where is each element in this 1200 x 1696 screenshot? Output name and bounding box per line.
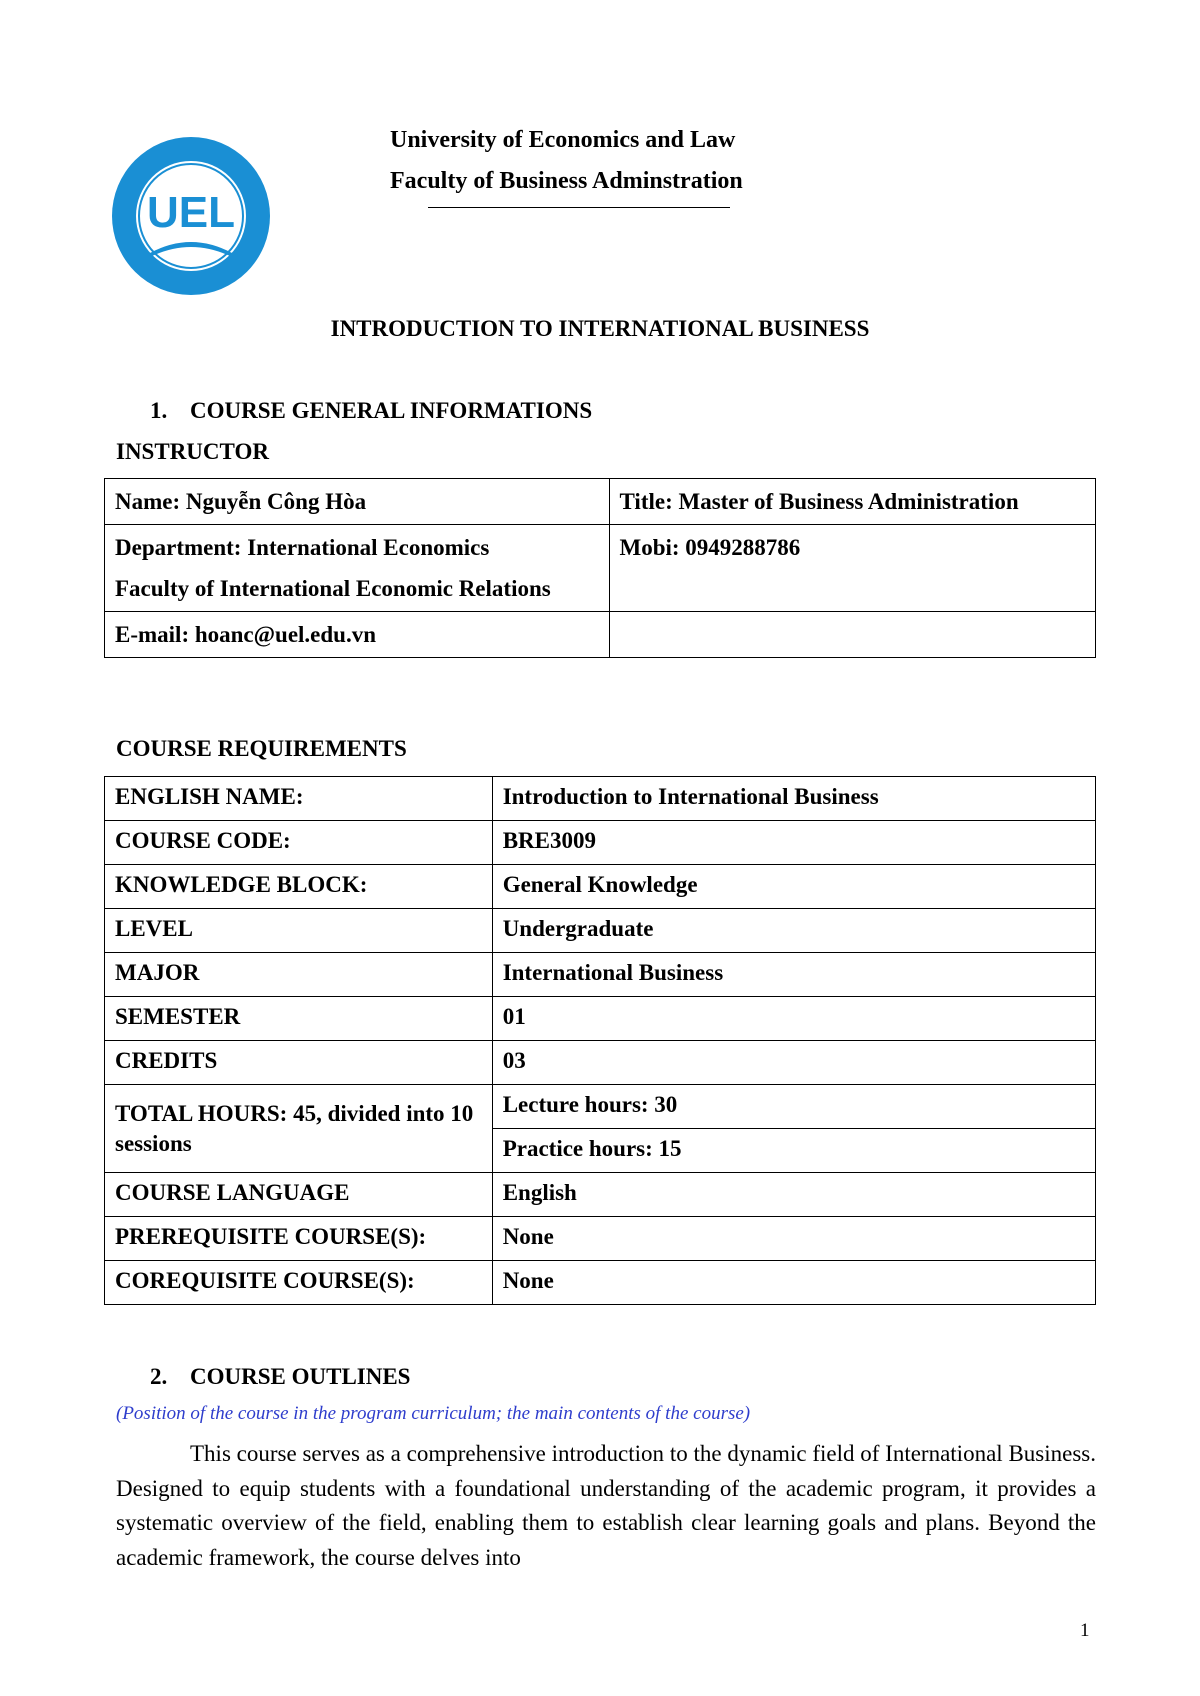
req-value: Introduction to International Business: [492, 777, 1095, 821]
section-number: 2.: [150, 1364, 168, 1389]
instructor-mobile: Mobi: 0949288786: [609, 525, 1096, 612]
instructor-department: Department: International Economics: [115, 535, 490, 560]
instructor-department-cell: [105, 525, 610, 612]
table-row: [105, 909, 1096, 953]
section-heading-general: [150, 398, 592, 424]
req-label: COURSE CODE:: [105, 821, 493, 865]
table-row: [105, 1041, 1096, 1085]
req-label: TOTAL HOURS: 45, divided into 10 sessions: [105, 1085, 493, 1173]
requirements-table: [104, 776, 1096, 1305]
req-label: ENGLISH NAME:: [105, 777, 493, 821]
req-label: COURSE LANGUAGE: [105, 1173, 493, 1217]
faculty-name: Faculty of Business Adminstration: [390, 168, 743, 194]
uel-logo: [110, 135, 272, 297]
req-value: BRE3009: [492, 821, 1095, 865]
req-label: MAJOR: [105, 953, 493, 997]
req-value: General Knowledge: [492, 865, 1095, 909]
table-row: [105, 777, 1096, 821]
table-row: [105, 953, 1096, 997]
req-label: COREQUISITE COURSE(S):: [105, 1261, 493, 1305]
req-value: None: [492, 1217, 1095, 1261]
req-label: CREDITS: [105, 1041, 493, 1085]
section-title: COURSE GENERAL INFORMATIONS: [190, 398, 593, 423]
req-value: 03: [492, 1041, 1095, 1085]
section-title: COURSE OUTLINES: [190, 1364, 411, 1389]
requirements-label: COURSE REQUIREMENTS: [116, 736, 407, 761]
header-divider: [428, 207, 730, 208]
req-value: Undergraduate: [492, 909, 1095, 953]
instructor-email: E-mail: hoanc@uel.edu.vn: [105, 612, 610, 658]
table-row: [105, 865, 1096, 909]
instructor-table: [104, 478, 1096, 658]
university-name: University of Economics and Law: [390, 127, 736, 153]
table-row: [105, 1217, 1096, 1261]
course-title: INTRODUCTION TO INTERNATIONAL BUSINESS: [330, 316, 870, 341]
req-label: PREREQUISITE COURSE(S):: [105, 1217, 493, 1261]
req-value: 01: [492, 997, 1095, 1041]
instructor-label: INSTRUCTOR: [116, 439, 269, 464]
instructor-name: Name: Nguyễn Công Hòa: [105, 479, 610, 525]
table-row: [105, 612, 1096, 658]
table-row: [105, 821, 1096, 865]
req-value: English: [492, 1173, 1095, 1217]
page-number: 1: [1080, 1620, 1090, 1641]
instructor-title: Title: Master of Business Administration: [609, 479, 1096, 525]
req-label: SEMESTER: [105, 997, 493, 1041]
req-value: Lecture hours: 30: [492, 1085, 1095, 1129]
table-row: [105, 1261, 1096, 1305]
section-heading-outlines: [150, 1364, 410, 1390]
req-label: KNOWLEDGE BLOCK:: [105, 865, 493, 909]
req-value: International Business: [492, 953, 1095, 997]
outline-paragraph: This course serves as a comprehensive introduction to the dynamic field of International Business. Designed to equip students with a foundational understanding of the academic program, it provides a systematic overview of the field, enabling them to establish clear learning goals and plans. Beyond the academic framework, the course delves into: [116, 1441, 1096, 1570]
header-block: [390, 120, 743, 202]
req-value: Practice hours: 15: [492, 1129, 1095, 1173]
svg-text:UEL: UEL: [147, 188, 235, 237]
table-row: [105, 525, 1096, 612]
instructor-faculty: Faculty of International Economic Relations: [115, 576, 551, 601]
table-row: [105, 479, 1096, 525]
empty-cell: [609, 612, 1096, 658]
section-number: 1.: [150, 398, 168, 423]
req-label: LEVEL: [105, 909, 493, 953]
table-row: [105, 1085, 1096, 1129]
table-row: [105, 1173, 1096, 1217]
outline-note: (Position of the course in the program curriculum; the main contents of the course): [116, 1403, 751, 1424]
req-value: None: [492, 1261, 1095, 1305]
table-row: [105, 997, 1096, 1041]
